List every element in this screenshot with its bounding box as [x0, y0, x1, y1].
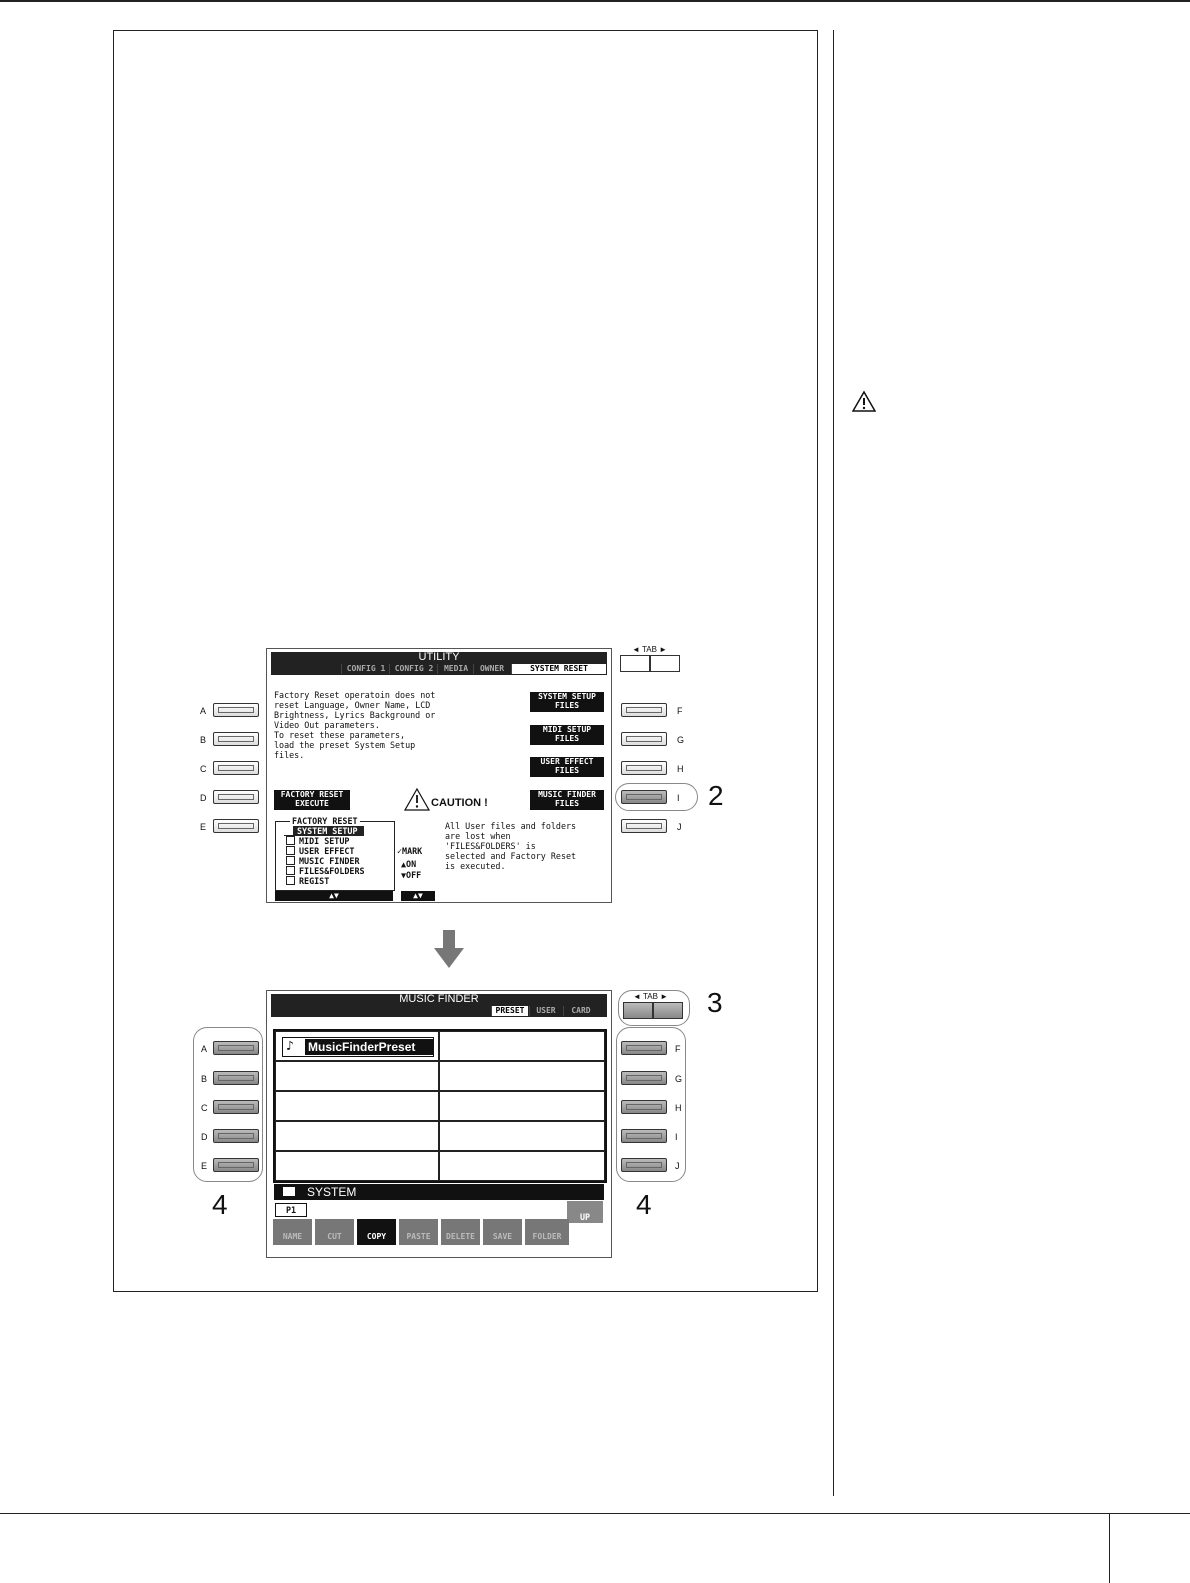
button-e[interactable]	[213, 1158, 259, 1172]
tab-left-button[interactable]	[620, 655, 650, 672]
tab-label: ◄ TAB ►	[633, 992, 669, 1001]
caution-text: All User files and folders are lost when 'FILES&FOLDERS' is selected and Factory Reset is executed.	[445, 821, 577, 871]
off-label: ▼OFF	[401, 870, 422, 880]
scroll-button-right[interactable]: ▲▼	[401, 891, 435, 901]
margin-divider	[833, 30, 834, 1496]
save-button[interactable]: SAVE	[483, 1219, 522, 1245]
button-a[interactable]	[213, 1041, 259, 1055]
button-letter-d: D	[200, 793, 207, 803]
button-j[interactable]	[621, 819, 667, 833]
callout-step-4-left: 4	[212, 1189, 228, 1220]
button-d[interactable]	[213, 790, 259, 804]
button-letter-h: H	[675, 1103, 682, 1113]
lcd-title: MUSIC FINDER	[271, 994, 607, 1005]
button-f[interactable]	[621, 1041, 667, 1055]
music-file-icon: ♪	[286, 1039, 294, 1054]
cut-button[interactable]: CUT	[315, 1219, 354, 1245]
callout-step-4-right: 4	[636, 1189, 652, 1220]
button-f[interactable]	[621, 703, 667, 717]
button-c[interactable]	[213, 1100, 259, 1114]
user-effect-files-button[interactable]: USER EFFECT FILES	[530, 757, 604, 777]
folder-path-bar	[274, 1184, 604, 1200]
tab-left-button[interactable]	[623, 1002, 653, 1019]
tab-media[interactable]: MEDIA	[437, 664, 474, 674]
tab-label: ◄ TAB ►	[632, 645, 668, 654]
tab-owner[interactable]: OWNER	[473, 664, 510, 674]
tab-system-reset[interactable]: SYSTEM RESET	[511, 664, 606, 674]
file-cell-b[interactable]	[275, 1061, 439, 1091]
factory-reset-group-label: FACTORY RESET	[292, 816, 358, 826]
button-letter-e: E	[200, 822, 207, 832]
file-name: MusicFinderPreset	[305, 1039, 433, 1055]
caution-icon	[852, 390, 876, 417]
midi-setup-files-button[interactable]: MIDI SETUP FILES	[530, 725, 604, 745]
on-label: ▲ON	[401, 859, 417, 869]
button-b[interactable]	[213, 1071, 259, 1085]
mark-label: ✓MARK	[397, 846, 423, 856]
callout-step-2: 2	[708, 780, 724, 811]
button-letter-b: B	[201, 1074, 208, 1084]
footer-page-divider	[1109, 1513, 1110, 1583]
file-cell-g[interactable]	[439, 1061, 605, 1091]
factory-reset-execute-button[interactable]: FACTORY RESET EXECUTE	[274, 790, 350, 810]
file-cell-j[interactable]	[439, 1151, 605, 1181]
folder-button[interactable]: FOLDER	[525, 1219, 569, 1245]
file-list	[273, 1029, 607, 1183]
button-h[interactable]	[621, 761, 667, 775]
page-tab[interactable]: P1	[275, 1203, 307, 1217]
file-cell-f[interactable]	[439, 1031, 605, 1061]
checklist-item-music-finder[interactable]: MUSIC FINDER	[286, 856, 360, 866]
checklist-item-user-effect[interactable]: USER EFFECT	[286, 846, 354, 856]
utility-figure	[200, 640, 740, 910]
tab-user[interactable]: USER	[529, 1006, 562, 1016]
top-rule	[0, 0, 1190, 2]
tab-card[interactable]: CARD	[563, 1006, 598, 1016]
button-letter-g: G	[677, 735, 685, 745]
button-c[interactable]	[213, 761, 259, 775]
button-letter-c: C	[200, 764, 207, 774]
checklist-item-regist[interactable]: REGIST	[286, 876, 329, 886]
button-letter-d: D	[201, 1132, 208, 1142]
button-g[interactable]	[621, 732, 667, 746]
lcd-title: UTILITY	[271, 652, 607, 663]
tab-right-button[interactable]	[653, 1002, 683, 1019]
button-g[interactable]	[621, 1071, 667, 1085]
folder-icon	[283, 1187, 295, 1196]
button-letter-a: A	[200, 706, 207, 716]
checklist-item-midi-setup[interactable]: MIDI SETUP	[286, 836, 349, 846]
button-letter-f: F	[677, 706, 683, 716]
button-i[interactable]	[621, 1129, 667, 1143]
button-letter-f: F	[675, 1044, 681, 1054]
tab-config1[interactable]: CONFIG 1	[341, 664, 390, 674]
tab-right-button[interactable]	[650, 655, 680, 672]
checklist-item-system-setup[interactable]: SYSTEM SETUP	[284, 826, 364, 836]
music-finder-lcd	[266, 990, 612, 1258]
file-cell-i[interactable]	[439, 1121, 605, 1151]
selected-file[interactable]	[282, 1037, 434, 1057]
button-letter-i: I	[675, 1132, 678, 1142]
tab-bar	[271, 1005, 607, 1017]
button-b[interactable]	[213, 732, 259, 746]
callout-step-3: 3	[707, 987, 723, 1018]
up-button[interactable]: UP	[567, 1201, 603, 1223]
button-letter-g: G	[675, 1074, 683, 1084]
button-i[interactable]	[621, 790, 667, 804]
button-letter-j: J	[677, 822, 682, 832]
button-letter-i: I	[677, 793, 680, 803]
music-finder-figure	[193, 985, 733, 1260]
delete-button[interactable]: DELETE	[441, 1219, 480, 1245]
file-cell-d[interactable]	[275, 1121, 439, 1151]
factory-reset-group	[275, 816, 395, 891]
utility-lcd	[266, 648, 612, 903]
button-letter-a: A	[201, 1044, 208, 1054]
button-letter-j: J	[675, 1161, 680, 1171]
caution-title: CAUTION !	[431, 797, 488, 809]
file-cell-a[interactable]	[275, 1031, 439, 1061]
scroll-button-left[interactable]: ▲▼	[275, 891, 393, 901]
file-cell-h[interactable]	[439, 1091, 605, 1121]
file-cell-c[interactable]	[275, 1091, 439, 1121]
button-letter-h: H	[677, 764, 684, 774]
tab-bar	[271, 663, 607, 675]
button-j[interactable]	[621, 1158, 667, 1172]
paste-button[interactable]: PASTE	[399, 1219, 438, 1245]
reset-message: Factory Reset operatoin does not reset Language, Owner Name, LCD Brightness, Lyrics Background or Video Out parameters. To reset these parameters, load the preset System Setup files.	[274, 690, 436, 760]
button-d[interactable]	[213, 1129, 259, 1143]
button-e[interactable]	[213, 819, 259, 833]
button-h[interactable]	[621, 1100, 667, 1114]
warning-triangle-icon	[404, 787, 430, 815]
folder-label: SYSTEM	[307, 1185, 357, 1199]
footer-rule	[0, 1513, 1190, 1514]
music-finder-files-button[interactable]: MUSIC FINDER FILES	[530, 790, 604, 810]
name-button[interactable]: NAME	[273, 1219, 312, 1245]
file-cell-e[interactable]	[275, 1151, 439, 1181]
button-letter-c: C	[201, 1103, 208, 1113]
system-setup-files-button[interactable]: SYSTEM SETUP FILES	[530, 692, 604, 712]
button-letter-b: B	[200, 735, 207, 745]
tab-preset[interactable]: PRESET	[491, 1006, 528, 1016]
copy-button[interactable]: COPY	[357, 1219, 396, 1245]
checklist-item-files-folders[interactable]: FILES&FOLDERS	[286, 866, 365, 876]
bottom-button-bar	[273, 1219, 603, 1249]
button-letter-e: E	[201, 1161, 208, 1171]
button-a[interactable]	[213, 703, 259, 717]
down-arrow-icon	[432, 930, 466, 975]
tab-config2[interactable]: CONFIG 2	[389, 664, 438, 674]
